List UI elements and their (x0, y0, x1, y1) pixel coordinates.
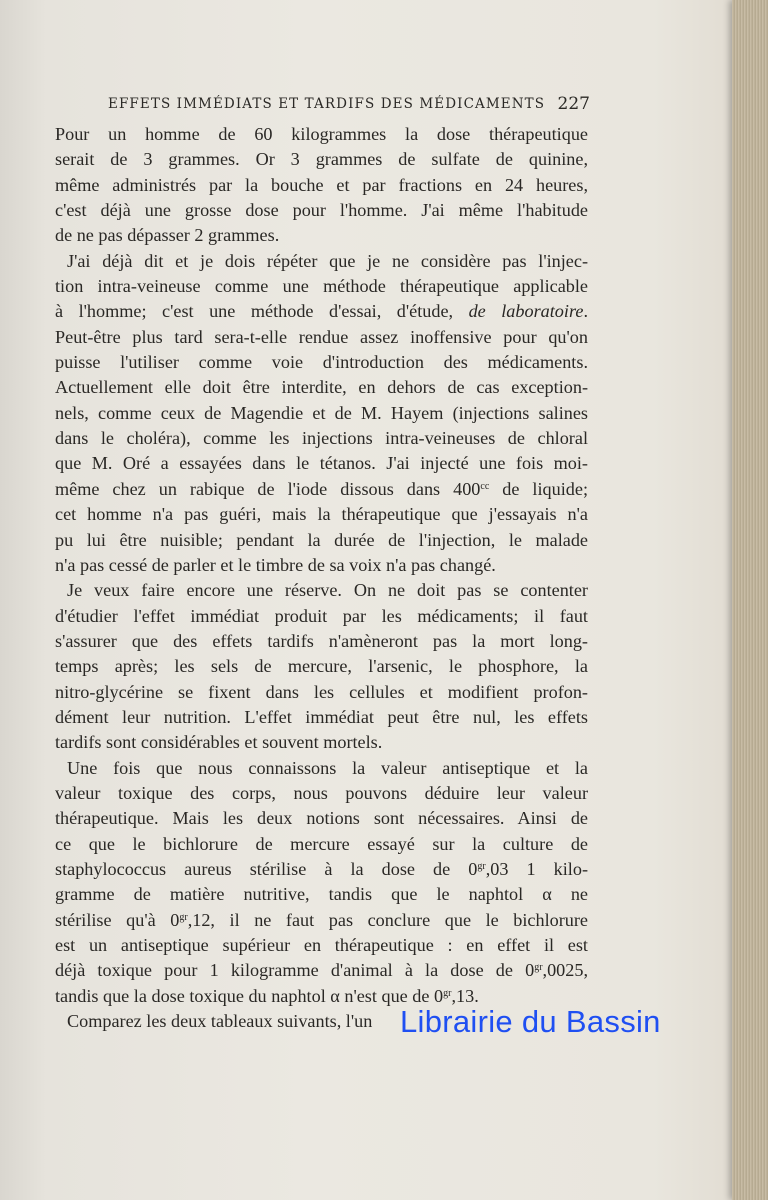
text-segment: gramme de matière nutritive, tandis que le naphtol α ne (55, 884, 588, 905)
text-line (55, 629, 588, 654)
text-segment: est un antiseptique supérieur en thérapeutique : en effet il est (55, 935, 588, 955)
text-segment: même chez un rabique de l'iode dissous dans 400 (55, 478, 481, 499)
text-segment: tardifs sont considérables et souvent mortels. (55, 732, 383, 753)
text-segment: ,13. (451, 985, 479, 1006)
text-line (55, 325, 588, 350)
text-line (55, 401, 588, 426)
text-segment: J'ai déjà dit et je dois répéter que je ne considère pas l'injec- (67, 250, 588, 271)
text-segment: serait de 3 grammes. Or 3 grammes de sulfate de quinine, (55, 149, 588, 170)
text-line (55, 806, 588, 831)
text-line (55, 578, 588, 603)
text-segment: stérilise qu'à 0 (55, 909, 180, 930)
superscript: cc (480, 480, 490, 492)
text-line (55, 882, 588, 907)
text-line (55, 528, 588, 553)
text-line (55, 451, 588, 476)
text-line (55, 705, 588, 730)
text-segment: à l'homme; c'est une méthode d'essai, d'étude, (55, 301, 469, 322)
text-segment: dément leur nutrition. L'effet immédiat peut être nul, les effets (55, 706, 588, 727)
text-segment: thérapeutique. Mais les deux notions sont nécessaires. Ainsi de (55, 808, 588, 829)
text-segment: cet homme n'a pas guéri, mais la thérapeutique que j'essayais n'a (55, 504, 588, 525)
text-line (55, 223, 588, 248)
body-text (55, 122, 588, 1034)
text-line (55, 502, 588, 527)
text-line (55, 958, 588, 983)
text-segment: ce que le bichlorure de mercure essayé sur la culture de (55, 833, 588, 854)
text-line (55, 604, 588, 629)
text-line (55, 249, 588, 274)
text-segment: Pour un homme de 60 kilogrammes la dose thérapeutique (55, 124, 588, 144)
superscript: gr (443, 987, 452, 999)
text-line (55, 375, 588, 400)
text-line (55, 299, 588, 324)
text-line (55, 350, 588, 375)
text-segment: tion intra-veineuse comme une méthode thérapeutique applicable (55, 276, 588, 297)
watermark: Librairie du Bassin (400, 1004, 661, 1039)
text-line (55, 654, 588, 679)
text-line (55, 122, 588, 147)
text-line (55, 426, 588, 451)
text-segment: valeur toxique des corps, nous pouvons déduire leur valeur (55, 782, 588, 803)
text-segment: c'est déjà une grosse dose pour l'homme. J'ai même l'habitude (55, 200, 588, 221)
text-segment: nitro-glycérine se fixent dans les cellules et modifient profon- (55, 681, 588, 702)
text-line (55, 680, 588, 705)
text-line (55, 553, 588, 578)
text-segment: n'a pas cessé de parler et le timbre de sa voix n'a pas changé. (55, 554, 496, 575)
text-line (55, 198, 588, 223)
text-segment: déjà toxique pour 1 kilogramme d'animal à la dose de 0 (55, 960, 535, 981)
text-segment: . (583, 301, 588, 322)
text-segment: de ne pas dépasser 2 grammes. (55, 225, 280, 246)
text-line (55, 173, 588, 198)
superscript: gr (179, 911, 188, 923)
superscript: gr (477, 860, 486, 872)
text-segment: ,0025, (542, 960, 588, 981)
text-segment: même administrés par la bouche et par fractions en 24 heures, (55, 174, 588, 195)
text-segment: ,03 1 kilo- (485, 858, 588, 879)
text-line (55, 781, 588, 806)
text-line (55, 908, 588, 933)
text-segment: Comparez les deux tableaux suivants, l'un (67, 1011, 373, 1032)
running-title: EFFETS IMMÉDIATS ET TARDIFS DES MÉDICAMENTS (108, 96, 546, 112)
text-line (55, 274, 588, 299)
text-segment: Une fois que nous connaissons la valeur antiseptique et la (67, 757, 588, 778)
text-line (55, 933, 588, 958)
page-stack-edge (732, 0, 768, 1200)
text-segment: pu lui être nuisible; pendant la durée de l'injection, le malade (55, 529, 588, 550)
text-line (55, 857, 588, 882)
running-header (108, 96, 590, 112)
text-segment: d'étudier l'effet immédiat produit par les médicaments; il faut (55, 605, 588, 626)
text-line (55, 832, 588, 857)
text-segment: Peut-être plus tard sera-t-elle rendue assez inoffensive pour qu'on (55, 326, 588, 347)
text-segment: dans le choléra), comme les injections intra-veineuses de chloral (55, 428, 588, 449)
text-segment: Actuellement elle doit être interdite, en dehors de cas exception- (55, 377, 588, 398)
superscript: gr (534, 962, 543, 974)
text-segment: puisse l'utiliser comme voie d'introduction des médicaments. (55, 352, 588, 373)
text-line (55, 477, 588, 502)
text-line (55, 756, 588, 781)
text-line (55, 147, 588, 172)
page-number: 227 (557, 94, 590, 114)
text-segment: tandis que la dose toxique du naphtol α n'est que de 0 (55, 985, 444, 1006)
text-segment: temps après; les sels de mercure, l'arsenic, le phosphore, la (55, 656, 588, 677)
text-segment: staphylococcus aureus stérilise à la dose de 0 (55, 858, 478, 879)
text-segment: ,12, il ne faut pas conclure que le bichlorure (187, 909, 589, 930)
text-segment: de liquide; (489, 478, 588, 499)
text-segment: Je veux faire encore une réserve. On ne doit pas se contenter (67, 580, 588, 601)
text-line (55, 730, 588, 755)
text-segment: nels, comme ceux de Magendie et de M. Hayem (injections salines (55, 402, 588, 423)
italic-text: de laboratoire (468, 301, 584, 322)
text-segment: que M. Oré a essayées dans le tétanos. J'ai injecté une fois moi- (55, 453, 588, 474)
text-segment: s'assurer que des effets tardifs n'amèneront pas la mort long- (55, 630, 588, 651)
